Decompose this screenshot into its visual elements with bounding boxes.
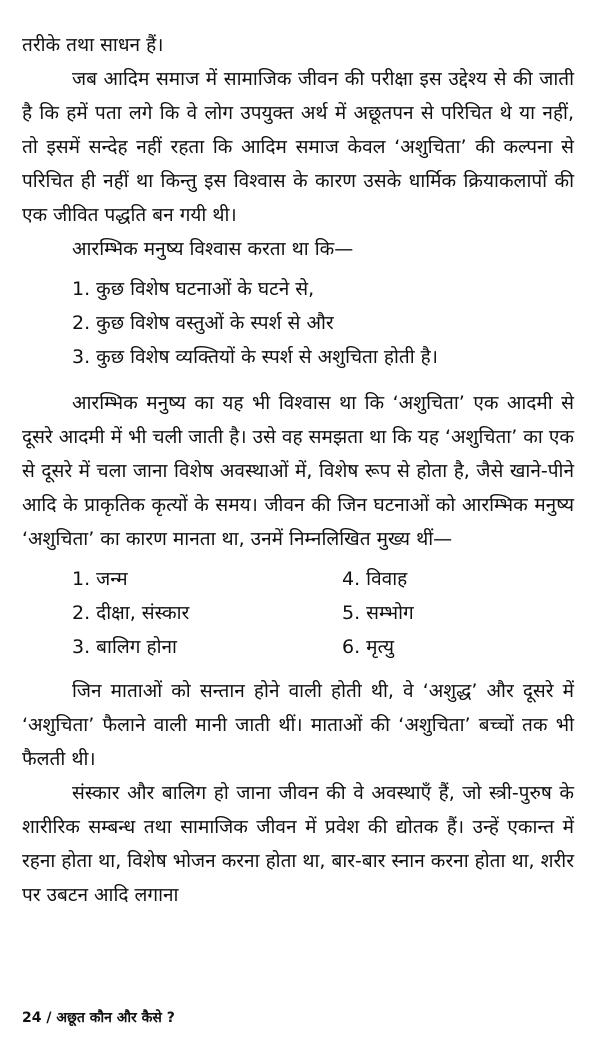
list-item: 6. मृत्यु (342, 636, 395, 658)
list-item: 2. कुछ विशेष वस्तुओं के स्पर्श से और (72, 312, 334, 334)
list-item: 1. जन्म (72, 568, 128, 590)
paragraph-3: आरम्भिक मनुष्य का यह भी विश्वास था कि ‘अशुचिता’ एक आदमी से दूसरे आदमी में भी चली जाती है। उसे वह समझता था कि यह ‘अशुचिता’ का एक से दूसरे में चला जाना विशेष अवस्थाओं में, विशेष रूप से होता है, जैसे खाने-पीने आदि के प्राकृतिक कृत्यों के समय। जीवन की जिन घटनाओं को आरम्भिक मनुष्य ‘अशुचिता’ का कारण मानता था, उनमें निम्नलिखित मुख्य थीं— (22, 392, 574, 550)
life-events-list (22, 562, 574, 664)
page-footer: 24 / अछूत कौन और कैसे ? (22, 1010, 175, 1026)
paragraph-5: संस्कार और बालिग हो जाना जीवन की वे अवस्थाएँ हैं, जो स्त्री-पुरुष के शारीरिक सम्बन्ध तथा सामाजिक जीवन में प्रवेश की द्योतक हैं। उन्हें एकान्त में रहना होता था, विशेष भोजन करना होता था, बार-बार स्नान करना होता था, शरीर पर उबटन आदि लगाना (22, 782, 574, 906)
list-item: 1. कुछ विशेष घटनाओं के घटने से, (72, 278, 315, 300)
numbered-list-1 (22, 272, 574, 374)
list-item: 2. दीक्षा, संस्कार (72, 602, 190, 624)
list-item: 3. बालिग होना (72, 636, 177, 658)
list-item: 5. सम्भोग (342, 602, 414, 624)
list-item: 3. कुछ विशेष व्यक्तियों के स्पर्श से अशुचिता होती है। (72, 346, 438, 368)
list-item: 4. विवाह (342, 568, 408, 590)
paragraph-4: जिन माताओं को सन्तान होने वाली होती थी, वे ‘अशुद्ध’ और दूसरे में ‘अशुचिता’ फैलाने वाली मानी जाती थीं। माताओं की ‘अशुचिता’ बच्चों तक भी फैलती थी। (22, 680, 574, 770)
paragraph-2: आरम्भिक मनुष्य विश्वास करता था कि— (72, 238, 354, 260)
opening-line: तरीके तथा साधन हैं। (22, 34, 164, 56)
paragraph-1: जब आदिम समाज में सामाजिक जीवन की परीक्षा इस उद्देश्य से की जाती है कि हमें पता लगे कि वे लोग उपयुक्त अर्थ में अछूतपन से परिचित थे या नहीं, तो इसमें सन्देह नहीं रहता कि आदिम समाज केवल ‘अशुचिता’ की कल्पना से परिचित ही नहीं था किन्तु इस विश्वास के कारण उसके धार्मिक क्रियाकलापों की एक जीवित पद्धति बन गयी थी। (22, 68, 574, 226)
